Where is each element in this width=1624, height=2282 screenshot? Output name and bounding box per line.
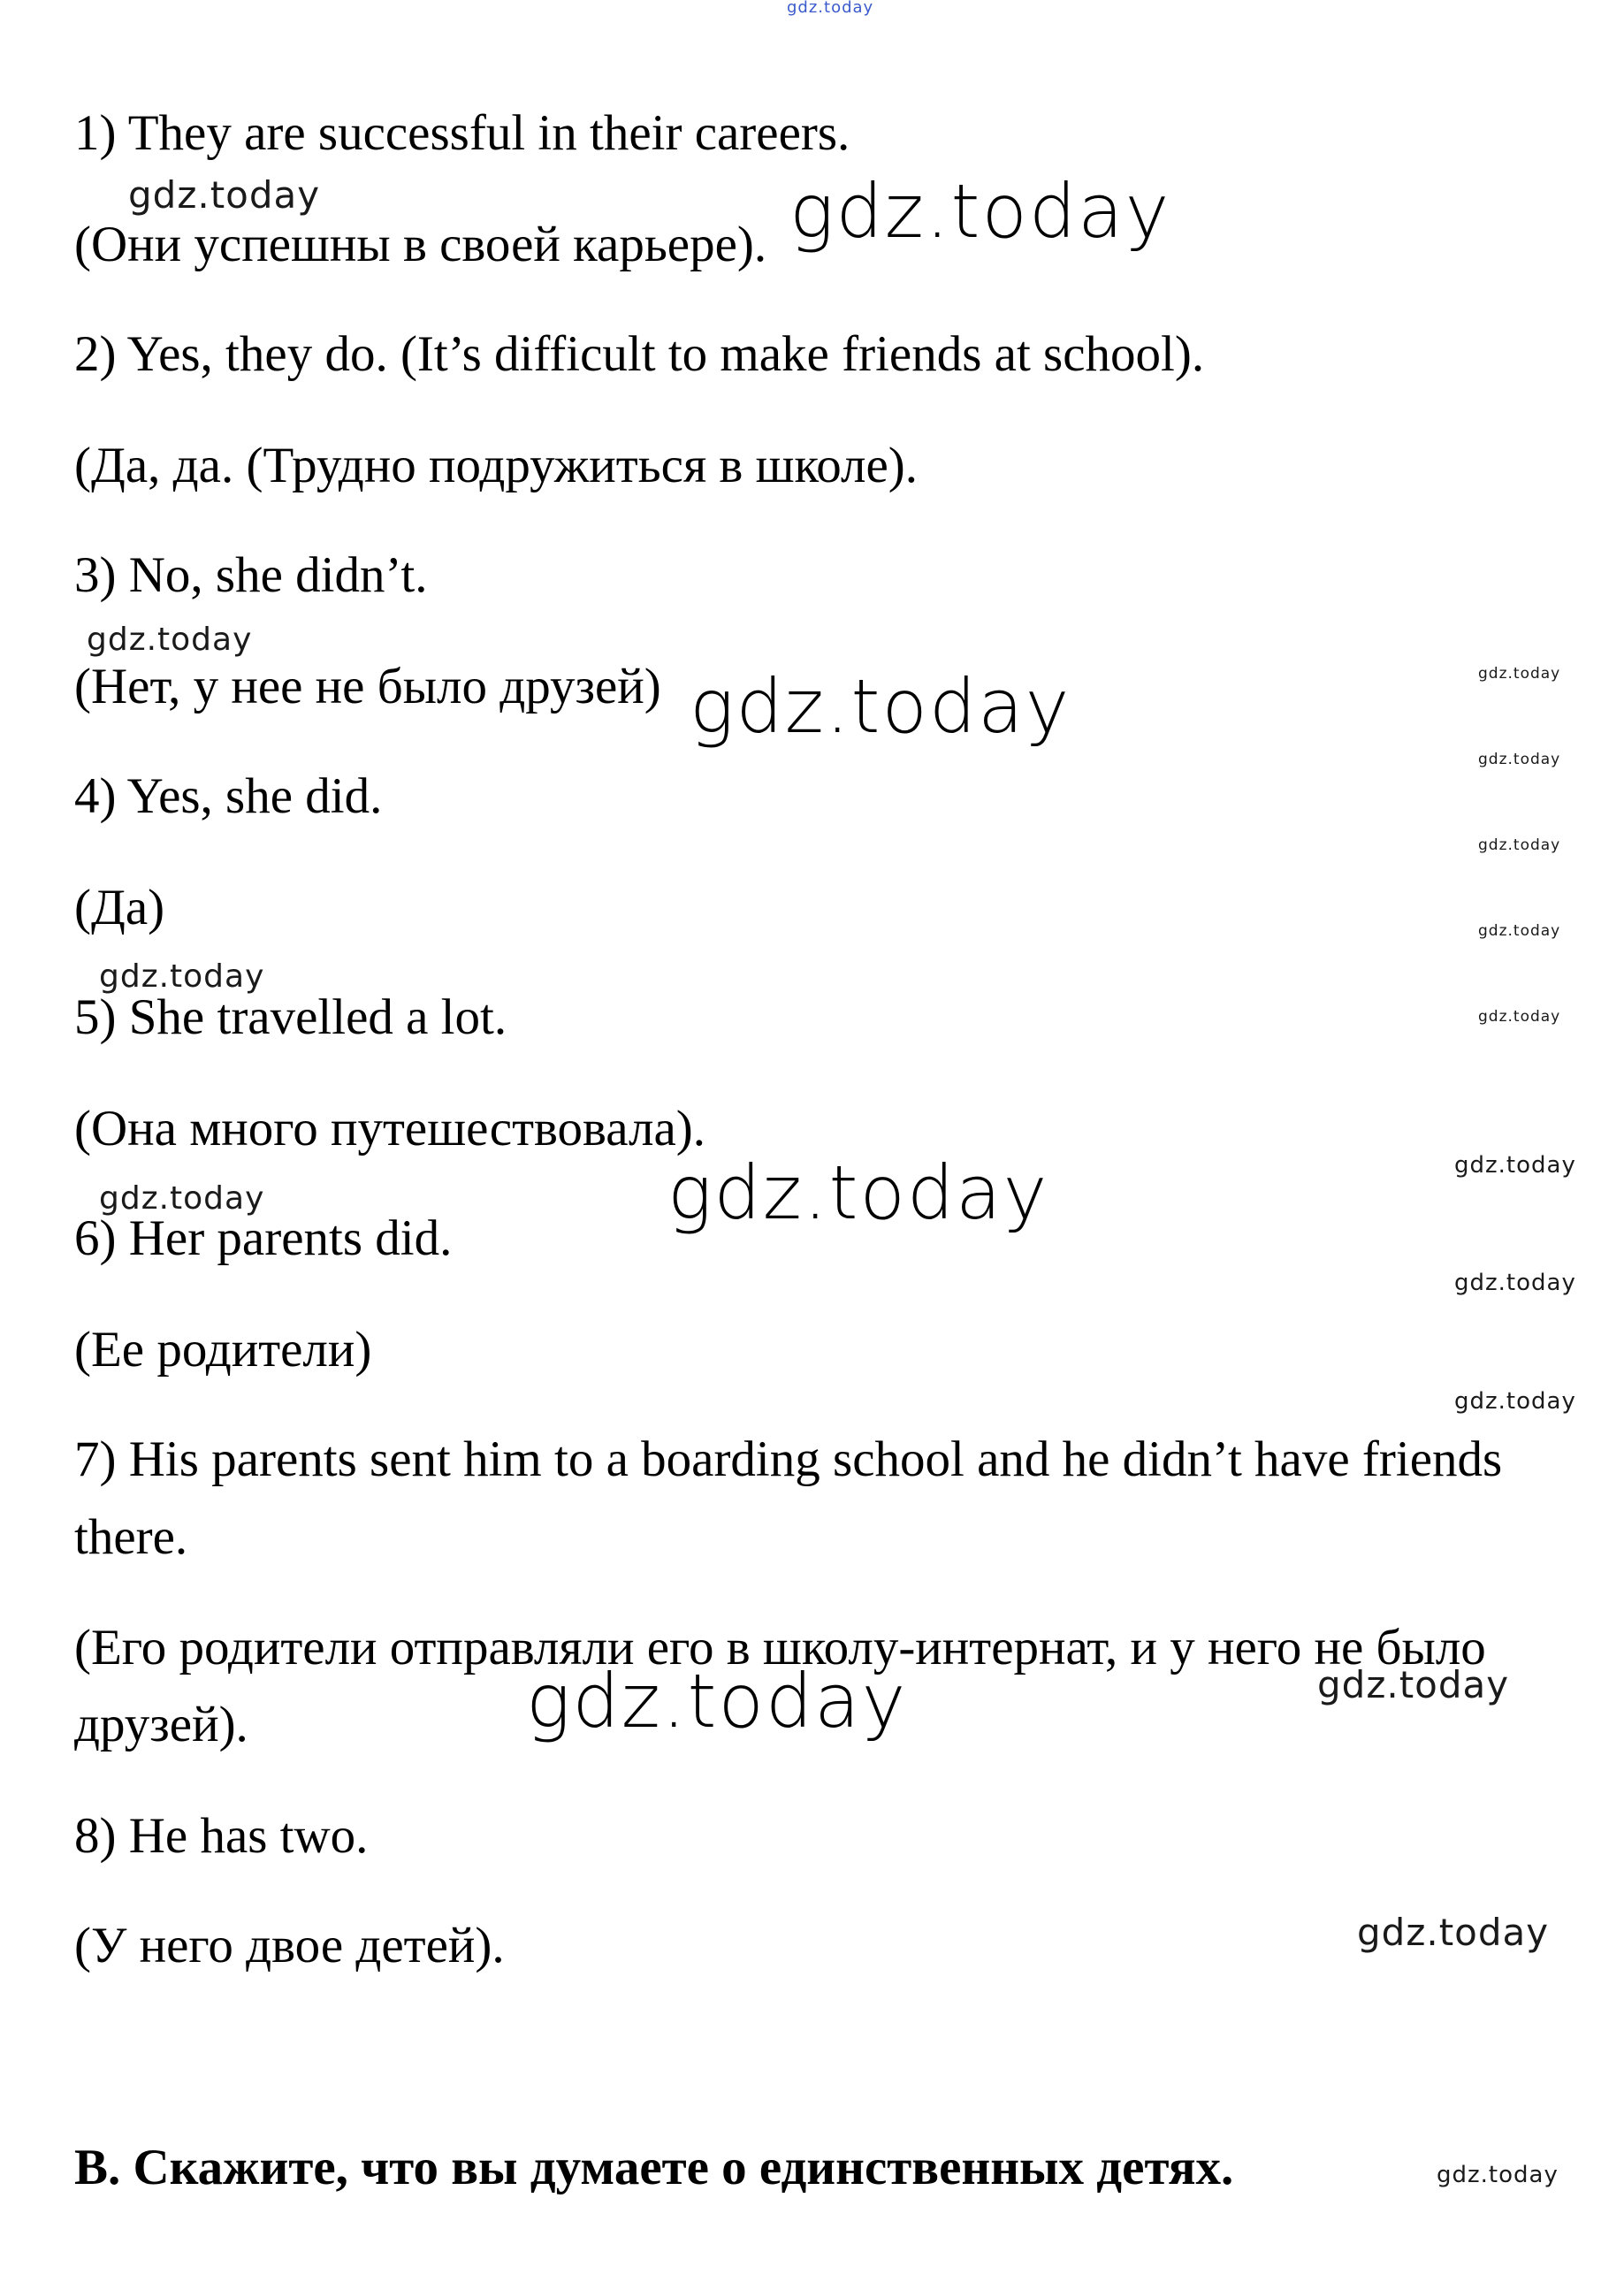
watermark-medium-3: gdz.today	[1357, 1911, 1550, 1954]
section-heading: B. Скажите, что вы думаете о единственных детях.	[74, 2140, 1234, 2195]
watermark-small-1: gdz.today	[1454, 1152, 1576, 1179]
answer-5-ru: (Она много путешествовала).	[74, 1101, 705, 1156]
watermark-large-3: gdz.today	[667, 1149, 1049, 1236]
watermark-tiny-3: gdz.today	[1478, 836, 1561, 854]
watermark-medium-5: gdz.today	[99, 958, 265, 995]
answer-3-en: 3) No, she didn’t.	[74, 547, 428, 603]
answer-8-en: 8) He has two.	[74, 1808, 369, 1864]
answer-5-en: 5) She travelled a lot.	[74, 989, 507, 1045]
watermark-large-2: gdz.today	[690, 663, 1071, 750]
answer-7-en-line-2: there.	[74, 1509, 188, 1565]
answer-1-en: 1) They are successful in their careers.	[74, 105, 850, 161]
watermark-medium-6: gdz.today	[99, 1180, 265, 1217]
answer-7-en-line-1: 7) His parents sent him to a boarding school and he didn’t have friends	[74, 1431, 1503, 1487]
watermark-small-4: gdz.today	[1437, 2162, 1559, 2188]
watermark-medium-2: gdz.today	[1317, 1663, 1510, 1706]
answer-4-en: 4) Yes, she did.	[74, 768, 383, 824]
answer-8-ru: (У него двое детей).	[74, 1918, 505, 1973]
watermark-medium-1: gdz.today	[128, 173, 321, 217]
answer-2-en: 2) Yes, they do. (It’s difficult to make friends at school).	[74, 326, 1205, 382]
watermark-medium-4: gdz.today	[87, 622, 253, 658]
watermark-tiny-2: gdz.today	[1478, 751, 1561, 768]
answer-7-ru-line-1: (Его родители отправляли его в школу-интернат, и у него не было	[74, 1620, 1486, 1675]
answer-6-en: 6) Her parents did.	[74, 1210, 453, 1266]
watermark-tiny-1: gdz.today	[1478, 665, 1561, 683]
watermark-large-1: gdz.today	[789, 168, 1171, 255]
answer-4-ru: (Да)	[74, 880, 165, 935]
answer-7-ru-line-2: друзей).	[74, 1697, 248, 1752]
answer-3-ru: (Нет, у нее не было друзей)	[74, 659, 661, 714]
watermark-tiny-5: gdz.today	[1478, 1008, 1561, 1026]
answer-6-ru: (Ее родители)	[74, 1322, 372, 1378]
answer-1-ru: (Они успешны в своей карьере).	[74, 217, 767, 272]
watermark-top: gdz.today	[787, 0, 874, 17]
watermark-small-3: gdz.today	[1454, 1388, 1576, 1415]
answer-2-ru: (Да, да. (Трудно подружиться в школе).	[74, 438, 918, 493]
watermark-small-2: gdz.today	[1454, 1270, 1576, 1296]
watermark-large-4: gdz.today	[526, 1658, 908, 1744]
watermark-tiny-4: gdz.today	[1478, 922, 1561, 940]
